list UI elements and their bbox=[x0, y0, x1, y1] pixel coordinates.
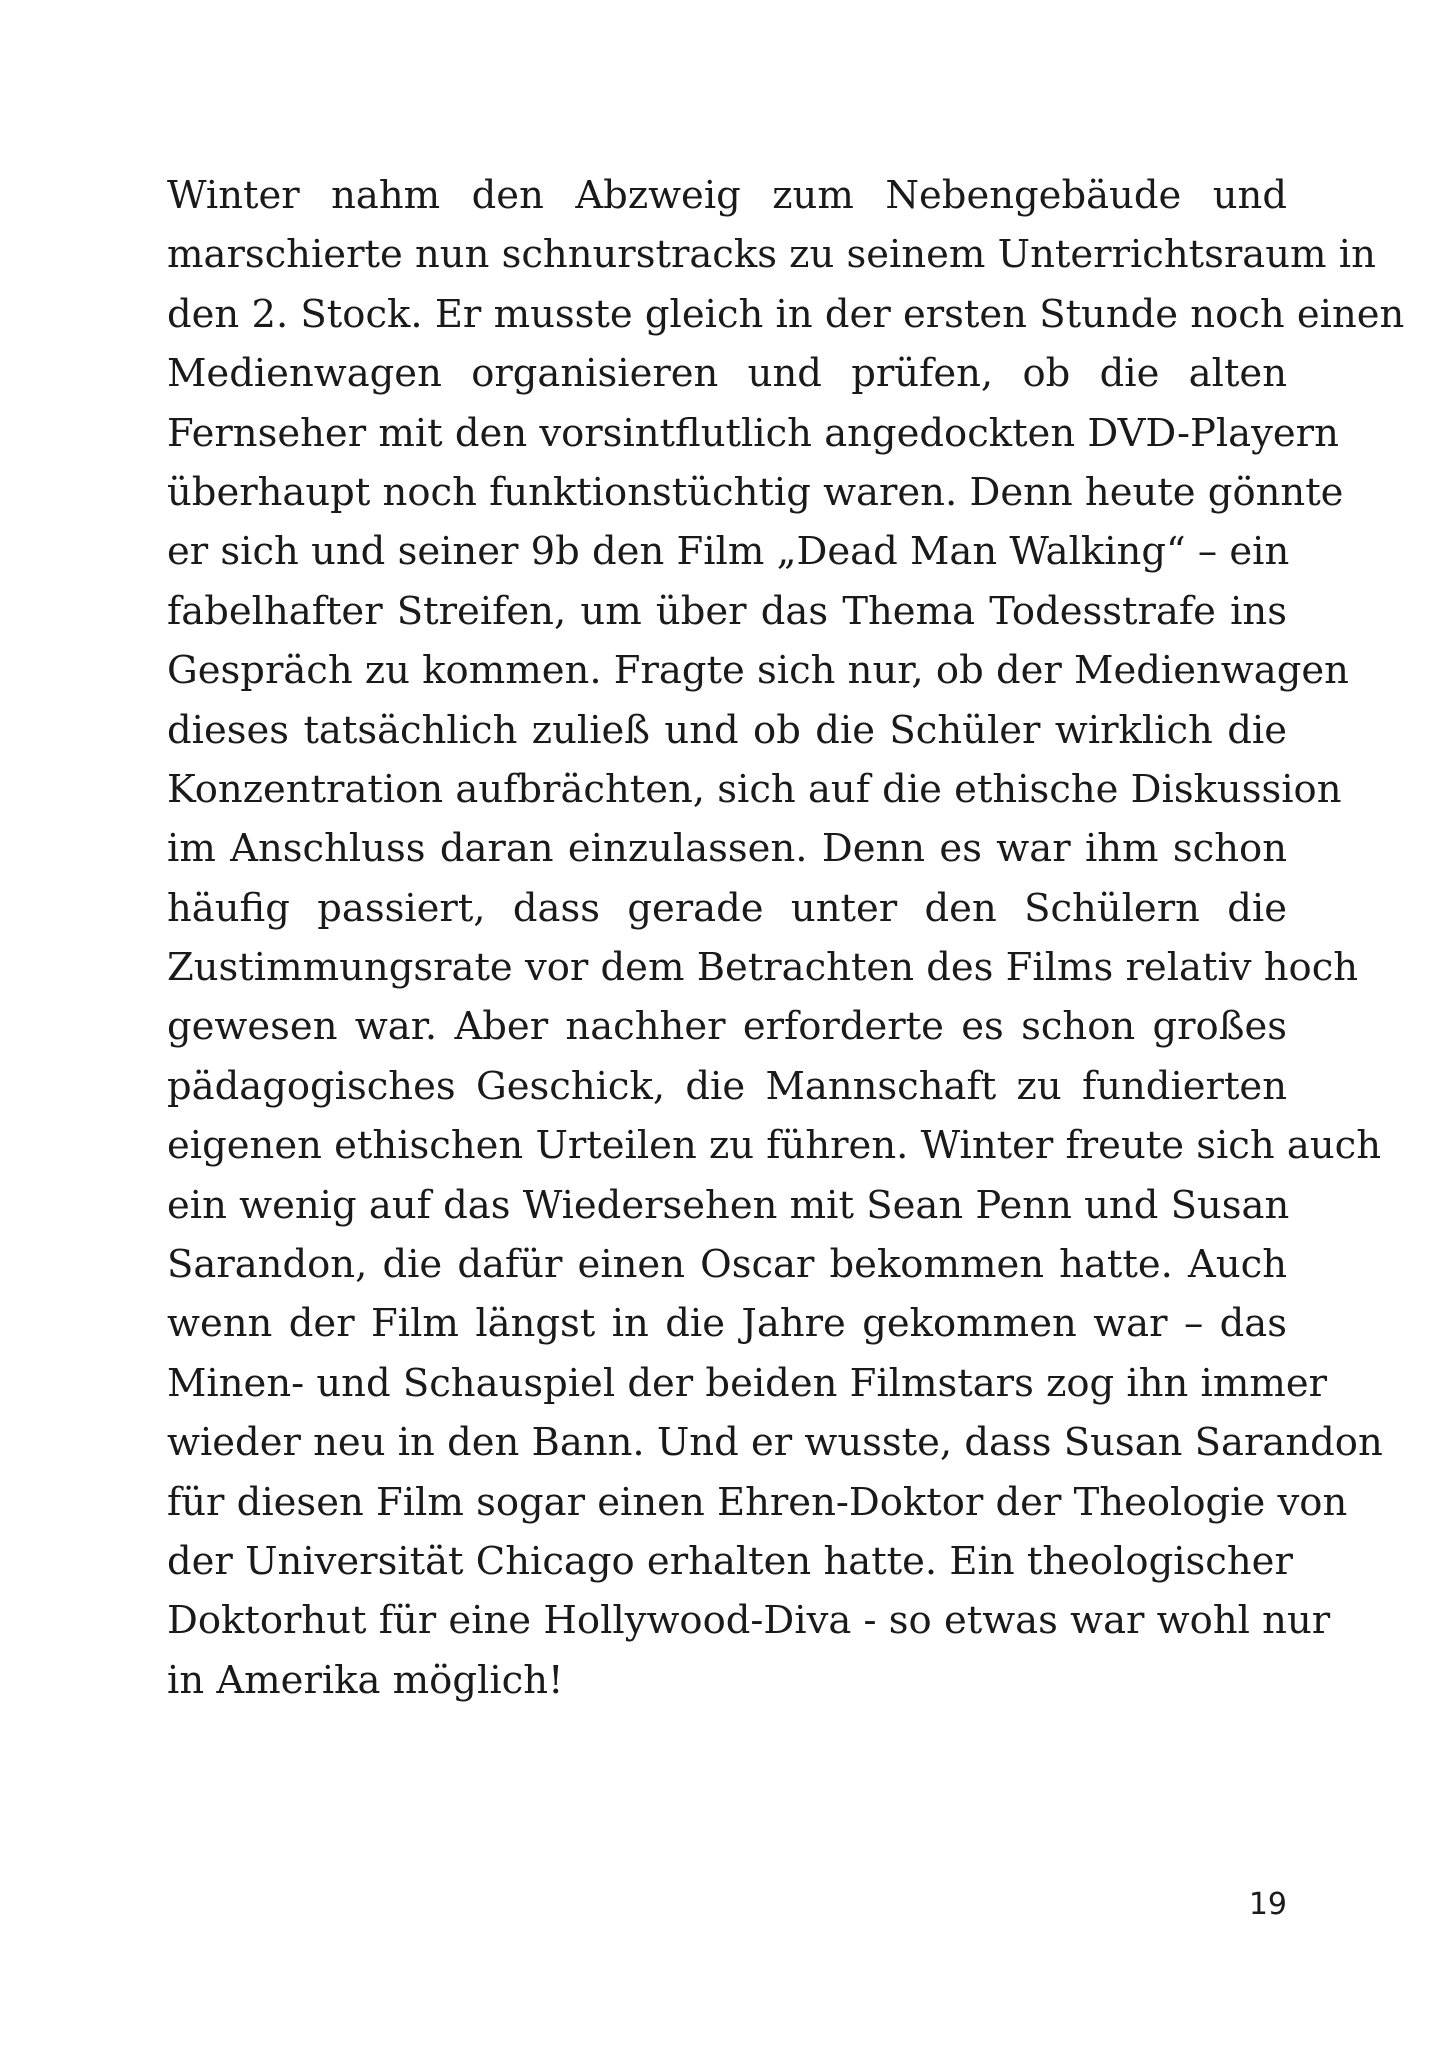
text-line: er sich und seiner 9b den Film „Dead Man Walking“ – ein bbox=[167, 529, 1290, 575]
text-line: gewesen war. Aber nachher erforderte es schon großes bbox=[167, 1004, 1287, 1050]
text-line: häufig passiert, dass gerade unter den Schülern die bbox=[167, 885, 1287, 931]
text-line: wieder neu in den Bann. Und er wusste, dass Susan Sarandon bbox=[167, 1420, 1383, 1466]
text-line: in Amerika möglich! bbox=[167, 1657, 564, 1703]
text-line: Zustimmungsrate vor dem Betrachten des Films relativ hoch bbox=[167, 945, 1359, 991]
text-line: eigenen ethischen Urteilen zu führen. Winter freute sich auch bbox=[167, 1123, 1382, 1169]
text-line: den 2. Stock. Er musste gleich in der ersten Stunde noch einen bbox=[167, 291, 1405, 337]
text-line: ein wenig auf das Wiedersehen mit Sean Penn und Susan bbox=[167, 1182, 1290, 1228]
text-line: fabelhafter Streifen, um über das Thema Todesstrafe ins bbox=[167, 588, 1287, 634]
text-line: dieses tatsächlich zuließ und ob die Schüler wirklich die bbox=[167, 707, 1287, 753]
text-line: Fernseher mit den vorsintflutlich angedockten DVD-Playern bbox=[167, 410, 1339, 456]
text-line: der Universität Chicago erhalten hatte. Ein theologischer bbox=[167, 1538, 1293, 1584]
text-line: überhaupt noch funktionstüchtig waren. Denn heute gönnte bbox=[167, 469, 1344, 515]
text-line: Doktorhut für eine Hollywood-Diva - so etwas war wohl nur bbox=[167, 1598, 1331, 1644]
text-line: Sarandon, die dafür einen Oscar bekommen hatte. Auch bbox=[167, 1242, 1287, 1288]
text-line: im Anschluss daran einzulassen. Denn es war ihm schon bbox=[167, 826, 1287, 872]
body-paragraph bbox=[167, 166, 1405, 1710]
text-line: wenn der Film längst in die Jahre gekommen war – das bbox=[167, 1301, 1287, 1347]
text-line: pädagogisches Geschick, die Mannschaft zu fundierten bbox=[167, 1063, 1287, 1109]
text-line: Medienwagen organisieren und prüfen, ob die alten bbox=[167, 351, 1287, 397]
text-line: marschierte nun schnurstracks zu seinem Unterrichtsraum in bbox=[167, 232, 1376, 278]
text-line: Gespräch zu kommen. Fragte sich nur, ob der Medienwagen bbox=[167, 648, 1349, 694]
page-number: 19 bbox=[1248, 1887, 1287, 1922]
text-line: Minen- und Schauspiel der beiden Filmstars zog ihn immer bbox=[167, 1360, 1328, 1406]
text-line: Winter nahm den Abzweig zum Nebengebäude und bbox=[167, 173, 1287, 218]
text-line: für diesen Film sogar einen Ehren-Doktor der Theologie von bbox=[167, 1479, 1348, 1525]
text-line: Konzentration aufbrächten, sich auf die ethische Diskussion bbox=[167, 766, 1342, 812]
